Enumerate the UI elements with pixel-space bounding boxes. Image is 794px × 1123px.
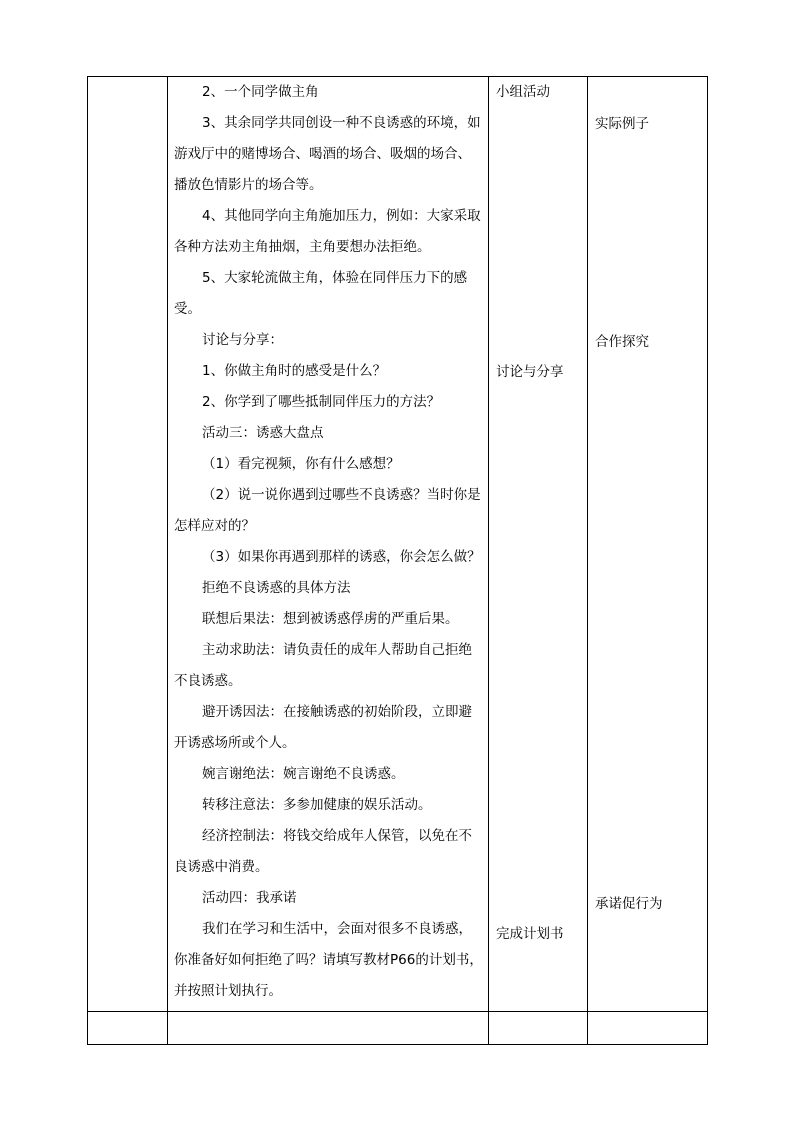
content-paragraph: 活动四：我承诺 [202,890,297,906]
content-paragraph: 转移注意法：多参加健康的娱乐活动。 [202,797,432,813]
content-paragraph: 4、其他同学向主角施加压力，例如：大家采取各种方法劝主角抽烟，主角要想办法拒绝。 [174,208,481,255]
table-row [88,1012,708,1045]
content-paragraph: 1、你做主角时的感受是什么？ [202,363,387,379]
content-paragraph: （2）说一说你遇到过哪些不良诱惑？当时你是怎样应对的？ [174,487,481,534]
content-paragraph: 避开诱因法：在接触诱惑的初始阶段，立即避开诱惑场所或个人。 [174,704,472,751]
intent-cell [588,77,708,1012]
intent-label-commit: 承诺促行为 [595,896,663,912]
activity-cell [489,77,588,1012]
intent-label-inquiry: 合作探究 [595,334,649,350]
content-paragraph: 拒绝不良诱惑的具体方法 [202,580,351,596]
content-paragraph: 2、一个同学做主角 [202,84,319,100]
content-paragraph: 联想后果法：想到被诱惑俘虏的严重后果。 [202,611,459,627]
table-row [88,77,708,1012]
lesson-plan-table [87,76,708,1045]
content-cell [168,77,489,1012]
stage-cell [88,77,168,1012]
empty-cell [588,1012,708,1045]
empty-cell [168,1012,489,1045]
activity-label-group: 小组活动 [496,84,550,100]
content-paragraph: 3、其余同学共同创设一种不良诱惑的环境，如游戏厅中的赌博场合、喝酒的场合、吸烟的场合、播放色情影片的场合等。 [174,115,481,193]
content-paragraph: 经济控制法：将钱交给成年人保管，以免在不良诱惑中消费。 [174,828,472,875]
content-paragraph: 讨论与分享： [202,332,283,348]
content-paragraph: 2、你学到了哪些抵制同伴压力的方法？ [202,394,441,410]
teaching-content [168,77,488,1007]
content-paragraph: 活动三：诱惑大盘点 [202,425,324,441]
empty-cell [88,1012,168,1045]
intent-label-examples: 实际例子 [595,116,649,132]
activity-label-discuss: 讨论与分享 [496,364,564,380]
content-paragraph: （3）如果你再遇到那样的诱惑，你会怎么做？ [202,549,481,565]
empty-cell [489,1012,588,1045]
content-paragraph: 5、大家轮流做主角，体验在同伴压力下的感受。 [174,270,468,317]
content-paragraph: （1）看完视频，你有什么感想？ [202,456,400,472]
content-paragraph: 我们在学习和生活中，会面对很多不良诱惑，你准备好如何拒绝了吗？请填写教材P66的计划书，并按照计划执行。 [174,921,483,999]
activity-label-plan: 完成计划书 [496,926,564,942]
content-paragraph: 主动求助法：请负责任的成年人帮助自己拒绝不良诱惑。 [174,642,472,689]
content-paragraph: 婉言谢绝法：婉言谢绝不良诱惑。 [202,766,405,782]
